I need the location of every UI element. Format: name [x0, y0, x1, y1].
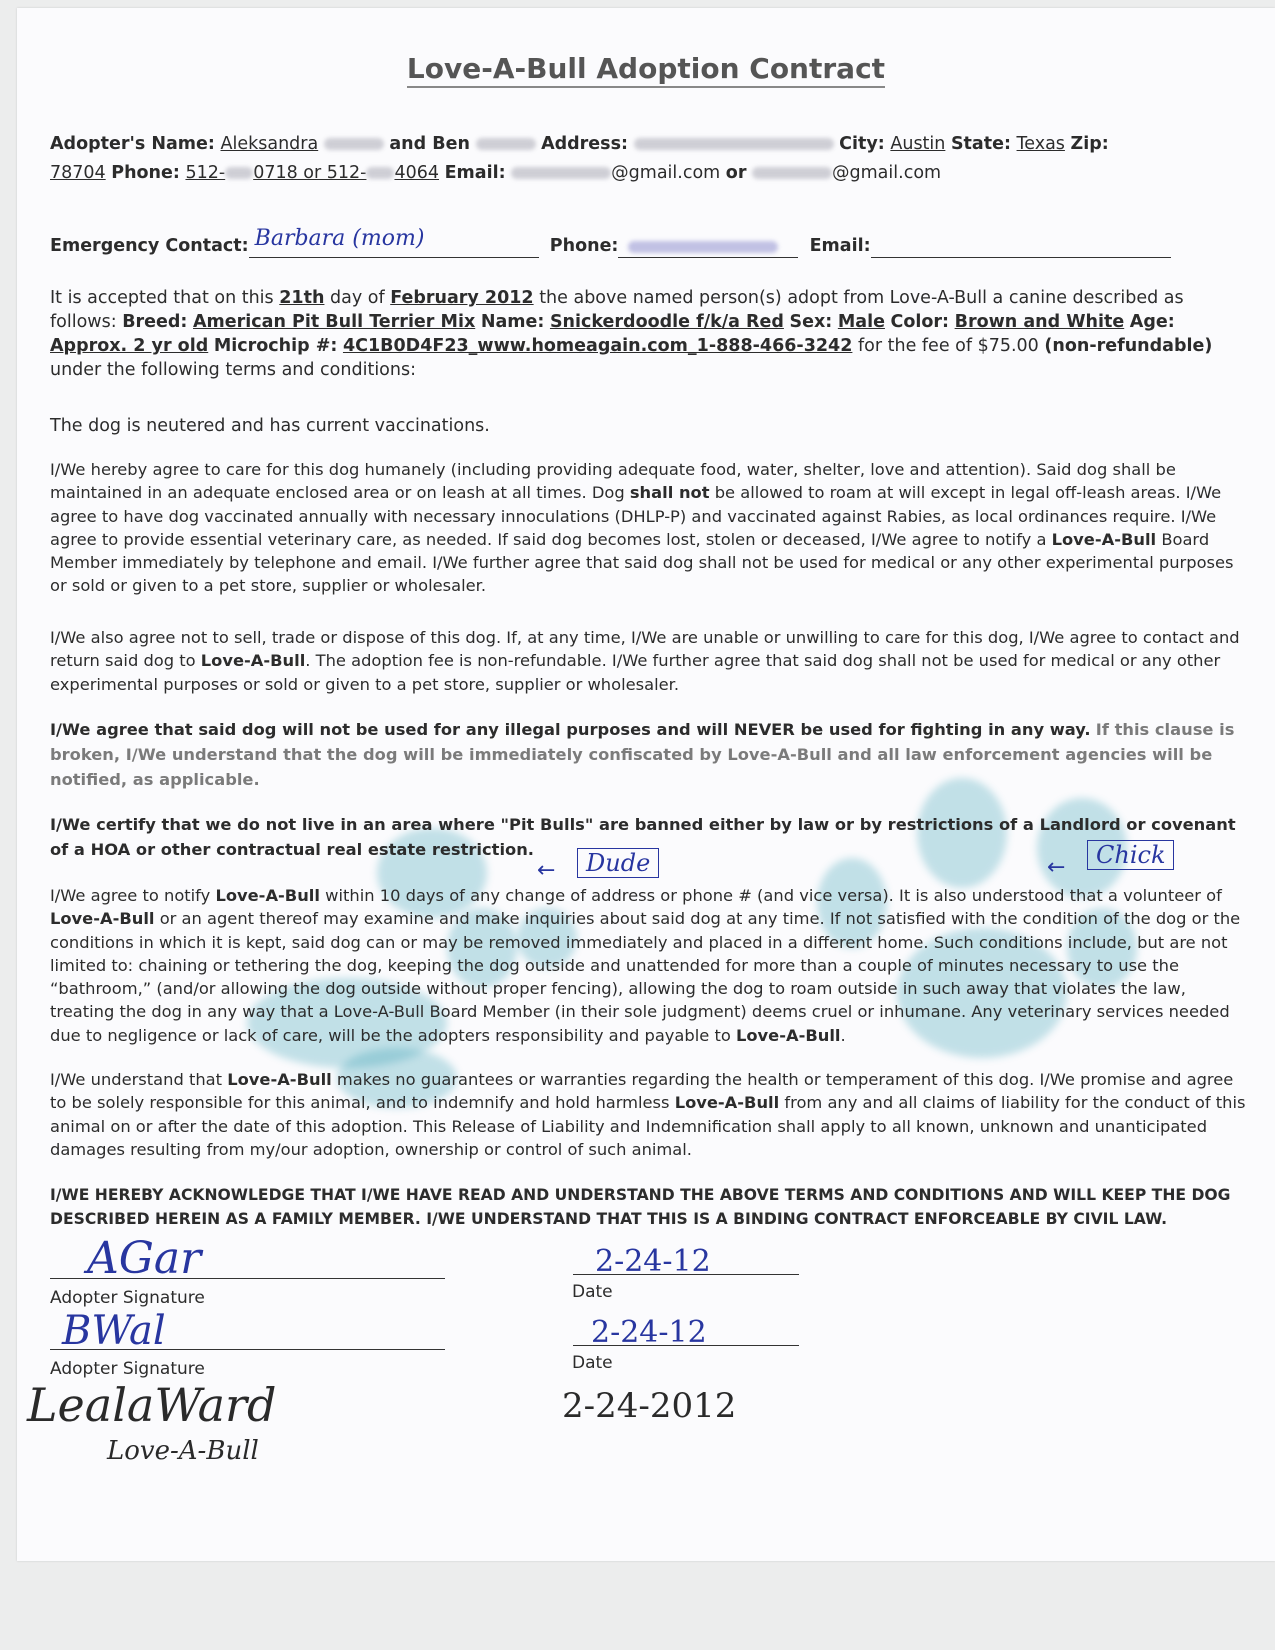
date-2: 2-24-12 — [591, 1315, 707, 1350]
adopter-signature-2: BWal — [62, 1308, 166, 1354]
signature-line — [50, 1278, 445, 1279]
date-label: Date — [572, 1353, 613, 1373]
arrow-left-icon: ← — [1047, 855, 1066, 880]
adopter-signature-label: Adopter Signature — [50, 1288, 205, 1308]
pit-bull-ban-paragraph: I/We certify that we do not live in an area where "Pit Bulls" are banned either by law or by restrictions of a Landlord or covenant of a HOA or other contractual real estate restriction. — [50, 815, 1236, 859]
contract-page — [17, 8, 1275, 1561]
no-sale-paragraph: I/We also agree not to sell, trade or dispose of this dog. If, at any time, I/We are unable or unwilling to care for this dog, I/We agree to contact and return said dog to Love-A-Bull. The adoption fee is non-refundable. I/We further agree that said dog shall not be used for medical or any other experimental purposes or sold or given to a pet store, supplier or wholesaler. — [50, 628, 1240, 694]
date-label: Date — [572, 1282, 613, 1302]
adopter-info: Adopter's Name: Aleksandra and Ben Address: City: Austin State: Texas Zip: — [50, 134, 1109, 154]
intro-paragraph: It is accepted that on this 21th day of February 2012 the above named person(s) adopt from Love-A-Bull a canine described as follows: Breed: American Pit Bull Terrier Mix Name: Snickerdoodle f/k/a Red Sex: Male Color: Brown and White Age: Approx. 2 yr old Microchip #: 4C1B0D4F23_www.homeagain.com_1-888-466-3242 for the fee of $75.00 (non-refundable) under the following terms and conditions: — [50, 288, 1213, 380]
page-title: Love-A-Bull Adoption Contract — [17, 52, 1275, 85]
paw-label-dude: Dude — [577, 848, 659, 878]
representative-date: 2-24-2012 — [562, 1386, 737, 1426]
adopter-contact: 78704 Phone: 512- 0718 or 512- 4064 Email: @gmail.com or @gmail.com — [50, 163, 942, 183]
arrow-left-icon: ← — [537, 858, 556, 883]
emergency-contact: Emergency Contact: Barbara (mom) Phone: Email: — [50, 234, 1245, 258]
emergency-contact-value: Barbara (mom) — [254, 226, 425, 251]
liability-paragraph: I/We understand that Love-A-Bull makes no guarantees or warranties regarding the health or temperament of this dog. I/We promise and agree to be solely responsible for this animal, and to indemnify and hold harmless Love-A-Bull from any and all claims of liability for the conduct of this animal on or after the date of this adoption. This Release of Liability and Indemnification shall apply to all known, unknown and unanticipated damages resulting from my/our adoption, ownership or control of such animal. — [50, 1070, 1246, 1159]
date-1: 2-24-12 — [595, 1244, 711, 1279]
date-line — [573, 1274, 799, 1275]
care-paragraph: I/We hereby agree to care for this dog humanely (including providing adequate food, water, shelter, love and attention). Said dog shall be maintained in an adequate enclosed area or on leash at all times. Dog shall not be allowed to roam at will except in legal off-leash areas. I/We agree to have dog vaccinated annually with necessary innoculations (DHLP-P) and vaccinated against Rabies, as local ordinances require. I/We agree to provide essential veterinary care, as needed. If said dog becomes lost, stolen or deceased, I/We agree to notify a Love-A-Bull Board Member immediately by telephone and email. I/We further agree that said dog shall not be used for medical or any other experimental purposes or sold or given to a pet store, supplier or wholesaler. — [50, 460, 1234, 596]
paw-label-chick: Chick — [1087, 840, 1174, 870]
signature-line — [50, 1349, 445, 1350]
acknowledgement: I/WE HEREBY ACKNOWLEDGE THAT I/WE HAVE READ AND UNDERSTAND THE ABOVE TERMS AND CONDITIONS AND WILL KEEP THE DOG DESCRIBED HEREIN AS A FAMILY MEMBER. I/WE UNDERSTAND THAT THIS IS A BINDING CONTRACT ENFORCEABLE BY CIVIL LAW. — [50, 1186, 1231, 1228]
neutered-statement: The dog is neutered and has current vaccinations. — [50, 416, 490, 436]
adopter-signature-1: AGar — [87, 1233, 202, 1284]
date-line — [573, 1345, 799, 1346]
love-a-bull-org-handwritten: Love-A-Bull — [107, 1436, 259, 1466]
inspection-paragraph: I/We agree to notify Love-A-Bull within 10 days of any change of address or phone # (and vice versa). It is also understood that a volunteer of Love-A-Bull or an agent thereof may examine and make inquiries about said dog at any time. If not satisfied with the condition of the dog or the conditions in which it is kept, said dog can or may be removed immediately and placed in a different home. Such conditions include, but are not limited to: chaining or tethering the dog, keeping the dog outside and unattended for more than a couple of minutes necessary to use the “bathroom,” (and/or allowing the dog outside without proper fencing), allowing the dog to roam outside in such away that violates the law, treating the dog in any way that a Love-A-Bull Board Member (in their sole judgment) deems cruel or inhumane. Any veterinary services needed due to negligence or lack of care, will be the adopters responsibility and payable to Love-A-Bull. — [50, 886, 1241, 1045]
adopter-signature-label: Adopter Signature — [50, 1359, 205, 1379]
love-a-bull-representative-signature: LealaWard — [27, 1378, 277, 1432]
illegal-use-paragraph: I/We agree that said dog will not be used for any illegal purposes and will NEVER be used for fighting in any way. If this clause is broken, I/We understand that the dog will be immediately confiscated by Love-A-Bull and all law enforcement agencies will be notified, as applicable. — [50, 720, 1235, 789]
